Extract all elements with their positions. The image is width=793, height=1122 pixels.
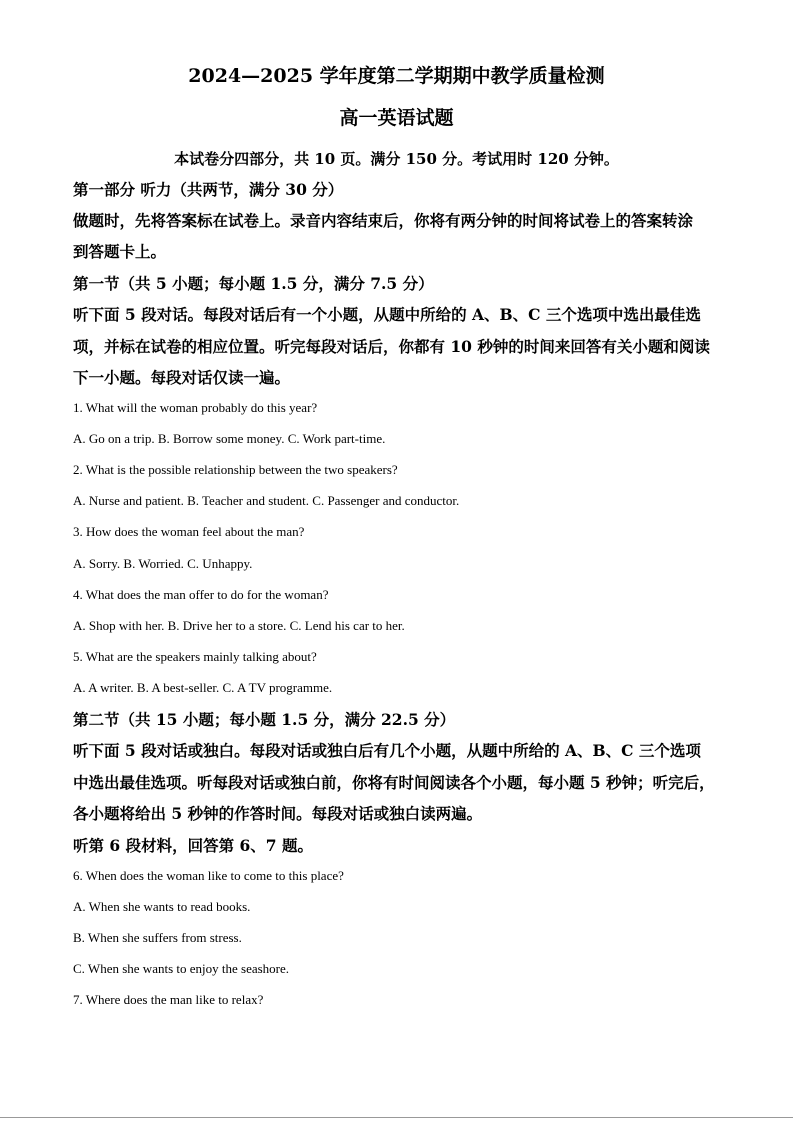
part1-instruction-line: 做题时，先将答案标在试卷上。录音内容结束后，你将有两分钟的时间将试卷上的答案转涂	[73, 211, 694, 230]
question-text: 3. How does the woman feel about the man?	[73, 524, 305, 539]
question-text: 1. What will the woman probably do this year?	[73, 400, 318, 415]
question-option: C. When she wants to enjoy the seashore.	[73, 961, 290, 976]
exam-title: 2024—2025 学年度第二学期期中教学质量检测	[188, 65, 605, 87]
question-options: A. A writer. B. A best-seller. C. A TV programme.	[73, 680, 333, 695]
section1-instruction-line: 听下面 5 段对话。每段对话后有一个小题，从题中所给的 A、B、C 三个选项中选出最佳选	[73, 305, 701, 324]
page-bottom-border	[0, 1117, 793, 1118]
section2-heading: 第二节（共 15 小题；每小题 1.5 分，满分 22.5 分）	[73, 710, 456, 729]
question-options: A. Shop with her. B. Drive her to a store. C. Lend his car to her.	[73, 618, 405, 633]
part1-heading: 第一部分 听力（共两节，满分 30 分）	[73, 180, 344, 199]
section1-heading: 第一节（共 5 小题；每小题 1.5 分，满分 7.5 分）	[73, 274, 434, 293]
question-options: A. Sorry. B. Worried. C. Unhappy.	[73, 556, 253, 571]
section1-instruction-line: 项，并标在试卷的相应位置。听完每段对话后，你都有 10 秒钟的时间来回答有关小题和阅读	[73, 337, 710, 356]
question-text: 5. What are the speakers mainly talking about?	[73, 649, 317, 664]
question-options: A. Nurse and patient. B. Teacher and student. C. Passenger and conductor.	[73, 493, 460, 508]
section2-instruction-line: 听下面 5 段对话或独白。每段对话或独白后有几个小题，从题中所给的 A、B、C 三个选项	[73, 741, 701, 760]
question-option: A. When she wants to read books.	[73, 899, 251, 914]
question-text: 6. When does the woman like to come to this place?	[73, 868, 344, 883]
part1-instruction-line: 到答题卡上。	[73, 242, 167, 261]
section2-instruction-line: 中选出最佳选项。听每段对话或独白前，你将有时间阅读各个小题，每小题 5 秒钟；听完后，	[73, 773, 715, 792]
exam-subtitle: 高一英语试题	[339, 107, 454, 129]
question-option: B. When she suffers from stress.	[73, 930, 242, 945]
section2-instruction-line: 各小题将给出 5 秒钟的作答时间。每段对话或独白读两遍。	[73, 804, 483, 823]
question-text: 4. What does the man offer to do for the woman?	[73, 587, 329, 602]
material-heading: 听第 6 段材料，回答第 6、7 题。	[73, 836, 313, 855]
question-options: A. Go on a trip. B. Borrow some money. C. Work part-time.	[73, 431, 386, 446]
exam-notice: 本试卷分四部分，共 10 页。满分 150 分。考试用时 120 分钟。	[174, 150, 619, 168]
question-text: 7. Where does the man like to relax?	[73, 992, 264, 1007]
question-text: 2. What is the possible relationship between the two speakers?	[73, 462, 398, 477]
section1-instruction-line: 下一小题。每段对话仅读一遍。	[73, 368, 291, 387]
